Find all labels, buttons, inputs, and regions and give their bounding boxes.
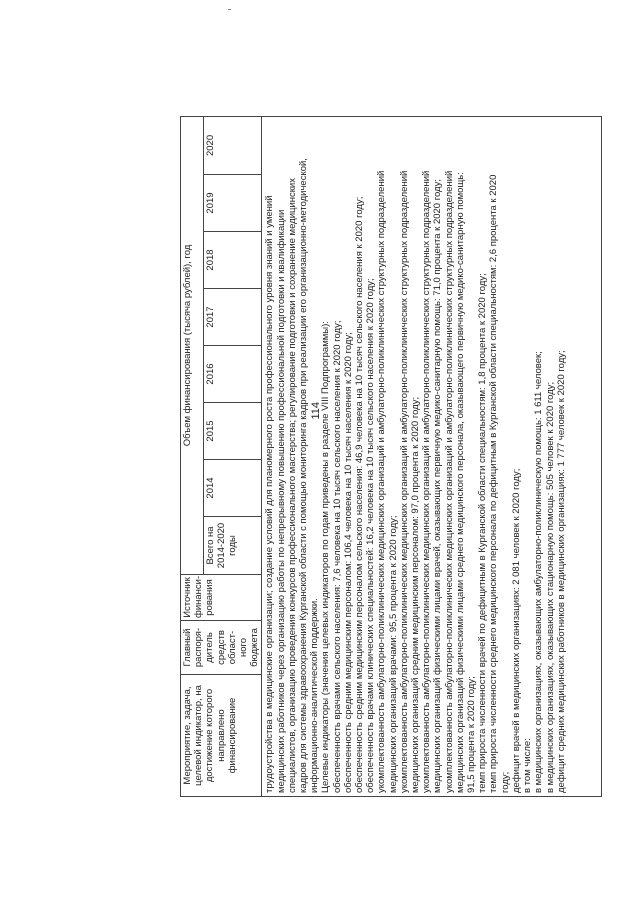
scan-speck (228, 9, 231, 10)
header-year-2020: 2020 (203, 116, 262, 174)
body-line: 91,5 процента к 2020 году; (466, 676, 478, 793)
body-line: дефицит средних медицинских работников в медицинских организациях: 1 777 человек к 2020 году; (555, 350, 567, 793)
body-line: Целевые индикаторы (значения целевых индикаторов по годам приведены в разделе VIII Подпрограммы): (320, 321, 332, 793)
body-line: медицинских организаций врачами: 95,5 процента к 2020 году; (387, 515, 399, 793)
body-line: темп прироста численности врачей по дефицитным в Курганской области специальностям: 1,8 процента к 2020 году; (477, 273, 489, 793)
body-line: трудоустройства в медицинские организации; создание условий для планомерного роста профессионального уровня знаний и умений (264, 195, 276, 793)
header-year-2016: 2016 (203, 346, 262, 403)
merged-description-cell (262, 116, 602, 796)
body-line: укомплектованность амбулаторно-поликлинических медицинских организаций и амбулаторно-поликлинических структурных подразделений (376, 170, 388, 793)
body-line: укомплектованность амбулаторно-поликлинических медицинских организаций и амбулаторно-поликлинических структурных подразделений (443, 170, 455, 793)
header-measure: Мероприятие, задача, целевой индикатор, на достижение которого направлено финансирование (181, 675, 262, 797)
body-line: в медицинских организациях, оказывающих амбулаторно-поликлиническую помощь: 1 611 человек; (533, 351, 545, 793)
page-number: 114 (310, 402, 322, 420)
body-line: в медицинских организациях, оказывающих стационарную помощь: 505 человек к 2020 году; (544, 381, 556, 793)
header-year-2014: 2014 (203, 460, 262, 517)
body-line: темп прироста численности среднего медицинского персонала по дефицитным в Курганской области специальностям: 2,6 процента к 2020 (488, 174, 500, 793)
rotated-document (180, 117, 580, 797)
body-line: обеспеченность средним медицинским персоналом: 106,4 человека на 10 тысяч населения к 2020 году; (342, 332, 354, 793)
header-year-2015: 2015 (203, 403, 262, 460)
body-line: в том числе: (522, 738, 534, 793)
body-line: году; (499, 771, 511, 793)
body-line: укомплектованность амбулаторно-поликлинических медицинских организаций и амбулаторно-поликлинических структурных подразделений (421, 170, 433, 793)
header-manager: Главный распоря-дитель средств област-ного бюджета (181, 621, 262, 675)
header-year-2018: 2018 (203, 232, 262, 289)
header-source: Источник финанси-рования (181, 575, 262, 621)
body-line: кадров для системы здравоохранения Курганской области с помощью мониторинга кадров при реализации его организационно-методической, (298, 158, 310, 793)
body-line: укомплектованность амбулаторно-поликлинических медицинских организаций и амбулаторно-поликлинических структурных подразделений (398, 170, 410, 793)
body-line: обеспеченность врачами клинических специальностей: 16,2 человека на 10 тысяч сельского населения к 2020 году; (365, 278, 377, 793)
body-line: обеспеченность врачами сельского населения: 7,6 человека на 10 тысяч сельского населения к 2020 году; (331, 320, 343, 793)
body-line: информационно-аналитической поддержки. (309, 598, 321, 793)
header-total: Всего на 2014-2020 годы (203, 517, 262, 575)
body-line: медицинских организаций физическими лицами среднего медицинского персонала, оказывающего первичную медико-санитарную помощь: (454, 172, 466, 793)
financing-table (180, 116, 602, 797)
body-line: медицинских работников через организацию работы по непрерывному повышению профессиональной подготовки и квалификации (275, 209, 287, 793)
header-year-2017: 2017 (203, 289, 262, 346)
header-year-2019: 2019 (203, 175, 262, 232)
body-line: медицинских организаций средним медицинским персоналом: 97,0 процента к 2020 году; (410, 396, 422, 793)
body-line: обеспеченность средним медицинским персоналом сельского населения: 46,9 человека на 10 тысяч сельского населения к 2020 году; (354, 196, 366, 793)
body-line: специалистов, организацию проведения конкурсов профессионального мастерства; регулирование подготовки и сохранение медицинских (286, 178, 298, 793)
header-volume-group: Объем финансирования (тысяча рублей), год (181, 116, 204, 574)
body-line: медицинских организаций физическими лицами врачей, оказывающих первичную медико-санитарную помощь: 71,0 процента к 2020 году; (432, 179, 444, 793)
body-line: дефицит врачей в медицинских организациях: 2 081 человек к 2020 году; (510, 468, 522, 793)
